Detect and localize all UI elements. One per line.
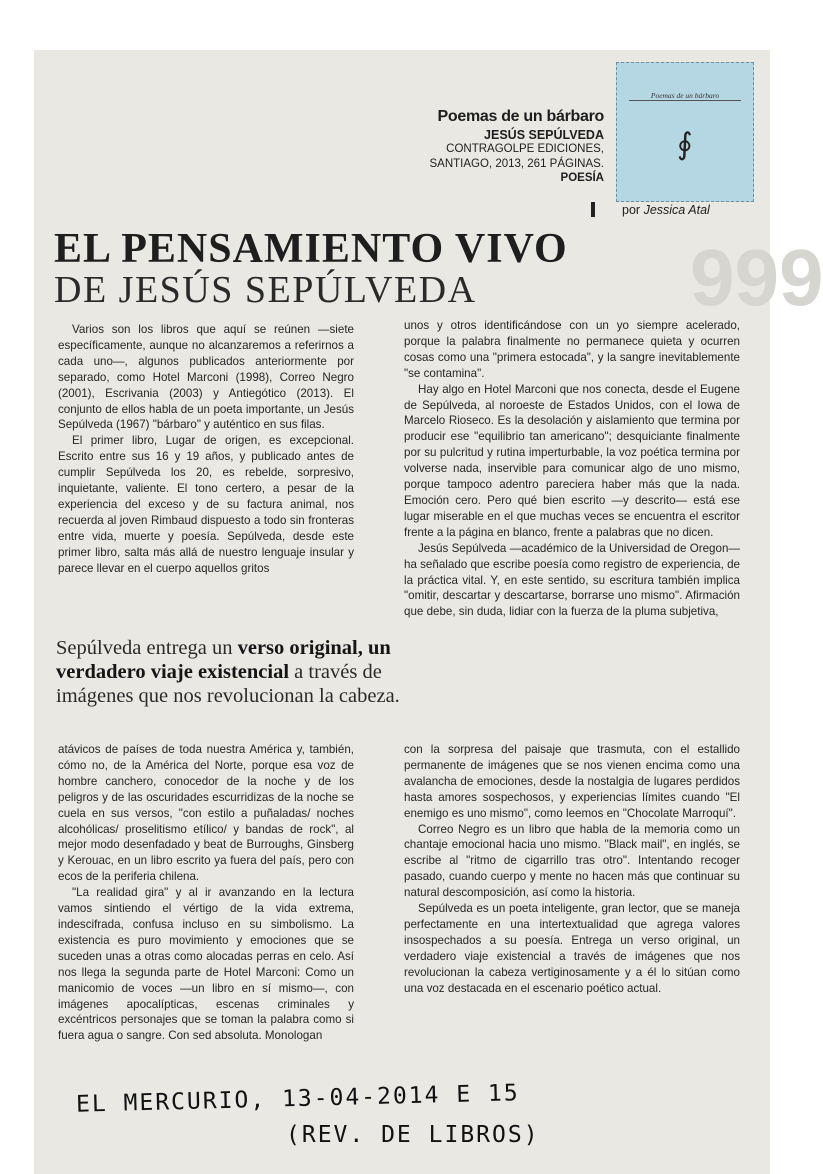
pull-quote bbox=[56, 636, 412, 708]
paragraph: "La realidad gira" y al ir avanzando en la lectura vamos sintiendo el vértigo de la vida extrema, indescifrada, confusa incluso en su simbolismo. La existencia es puro movimiento y emociones que se suceden unas a otras como alocadas perras en celo. Así nos llega la segunda parte de Hotel Marconi: Como un manicomio de voces —un libro en sí mismo—, con imágenes apocalípticas, escenas criminales y excéntricos personajes que se toman la palabra como si fuera agua o sangre. Con sed absoluta. Monologan bbox=[58, 886, 354, 1043]
paragraph: con la sorpresa del paisaje que trasmuta, con el estallido permanente de imágenes que se nos vienen encima como una avalancha de emociones, desde la nostalgia de lugares perdidos hasta amores sospechosos, y experiencias límites cuando "El enemigo es uno mismo", como leemos en "Chocolate Marroquí". bbox=[404, 743, 740, 820]
book-info bbox=[414, 108, 604, 184]
byline-bar bbox=[591, 202, 595, 217]
column-right-bottom bbox=[404, 742, 740, 997]
headline-line-2: DE JESÚS SEPÚLVEDA bbox=[54, 269, 477, 311]
pull-quote-bold: verso original, un verdadero viaje existencial bbox=[56, 637, 391, 683]
book-title: Poemas de un bárbaro bbox=[437, 108, 604, 125]
cover-title: Poemas de un bárbaro bbox=[629, 91, 741, 101]
byline-prefix: por bbox=[622, 203, 641, 217]
column-right-top bbox=[404, 318, 740, 620]
column-left-bottom bbox=[58, 742, 354, 1044]
paragraph: Correo Negro es un libro que habla de la memoria como un chantaje emocional hacia uno mismo. "Black mail", en inglés, se escribe al "ritmo de cigarrillo tras otro". Intentando recoger pasado, cuando cuerpo y mente no hacen más que continuar su natural descomposición, así como la historia. bbox=[404, 822, 740, 900]
byline bbox=[622, 203, 710, 217]
headline-line-1: EL PENSAMIENTO VIVO bbox=[54, 226, 568, 272]
paragraph: Hay algo en Hotel Marconi que nos conecta, desde el Eugene de Sepúlveda, al noroeste de Estados Unidos, con el Iowa de Marcelo Rioseco. Es la desolación y aislamiento que termina por producir ese "equilibrio tan americano"; desquiciante finalmente por su pulcritud y rutina imperturbable, la voz poética termina por volverse nada, inservible para comunicar algo de uno mismo, porque tampoco adentro pareciera haber más que la nada. Emoción cero. Pero qué bien escrito —y descrito— está ese lugar miserable en el que muchas veces se encuentra el escritor frente a la página en blanco, frente a palabras que no dicen. bbox=[404, 382, 740, 539]
pull-quote-part-2: a través de imágenes que nos revolucionan la cabeza. bbox=[56, 661, 400, 707]
cover-illustration: ∮ bbox=[677, 127, 693, 162]
paragraph: El primer libro, Lugar de origen, es excepcional. Escrito entre sus 16 y 19 años, y publicado antes de cumplir Sepúlveda los 20, es rebelde, sorpresivo, inquietante, valiente. El tono certero, a pesar de la experiencia del exceso y de su factura animal, nos recuerda al joven Rimbaud dispuesto a todo sin fronteras entre vida, muerte y poesía. Sepúlveda, desde este primer libro, salta más allá de nuestro lenguaje insular y parece llevar en el cuerpo aquellos gritos bbox=[58, 434, 354, 575]
handwritten-source-note: EL MERCURIO, 13-04-2014 E 15 bbox=[75, 1080, 520, 1118]
paragraph: Varios son los libros que aquí se reúnen —siete específicamente, aunque no alcanzaremos a referirnos a cada uno—, algunos publicados anteriormente por separado, como Hotel Marconi (1998), Correo Negro (2001), Escrivania (2003) y Antiegótico (2013). El conjunto de ellos habla de un poeta importante, un Jesús Sepúlveda (1967) "bárbaro" y auténtico en sus filas. bbox=[58, 323, 354, 432]
book-author: JESÚS SEPÚLVEDA bbox=[484, 128, 604, 142]
book-cover-image bbox=[616, 62, 754, 202]
book-genre: POESÍA bbox=[560, 172, 604, 184]
byline-author: Jessica Atal bbox=[643, 203, 710, 217]
pull-quote-part-1: Sepúlveda entrega un bbox=[56, 637, 238, 659]
paragraph: unos y otros identificándose con un yo siempre acelerado, porque la palabra finalmente no permanece quieta y ocurren cosas como una "primera estocada", y la sangre inevitablemente "se contamina". bbox=[404, 319, 740, 380]
paragraph: Jesús Sepúlveda —académico de la Universidad de Oregon— ha señalado que escribe poesía como registro de experiencia, de la práctica vital. Y, en este sentido, su escritura también implica "omitir, descartar y descartarse, borrarse uno mismo". Afirmación que debe, sin duda, lidiar con la fuerza de la pluma subjetiva, bbox=[404, 541, 740, 619]
book-publisher: CONTRAGOLPE EDICIONES, bbox=[446, 143, 604, 155]
bleed-through-text: 999 bbox=[690, 233, 823, 322]
column-left-top bbox=[58, 322, 354, 577]
paragraph: Sepúlveda es un poeta inteligente, gran lector, que se maneja perfectamente en una intertextualidad que agrega valores insospechados a su poesía. Entrega un verso original, un verdadero viaje existencial a través de imágenes que nos revolucionan la cabeza vertiginosamente y a él lo sitúan como una voz destacada en el escenario poético actual. bbox=[404, 902, 740, 995]
paragraph: atávicos de países de toda nuestra América y, también, cómo no, de la América del Norte, porque esa voz de hombre canchero, conocedor de la noche y de los peligros y de las oscuridades escurridizas de la noche se cuela en sus versos, "con estilo a puñaladas/ noches alcohólicas/ proselitismo etílico/ y bandas de rock", al mejor modo desenfadado y beat de Burroughs, Ginsberg y Kerouac, en un libro escrito ya fuera del país, pero con ecos de la periferia chilena. bbox=[58, 743, 354, 884]
handwritten-section-note: (REV. DE LIBROS) bbox=[286, 1122, 540, 1148]
book-place-date-pages: SANTIAGO, 2013, 261 PÁGINAS. bbox=[429, 158, 604, 170]
